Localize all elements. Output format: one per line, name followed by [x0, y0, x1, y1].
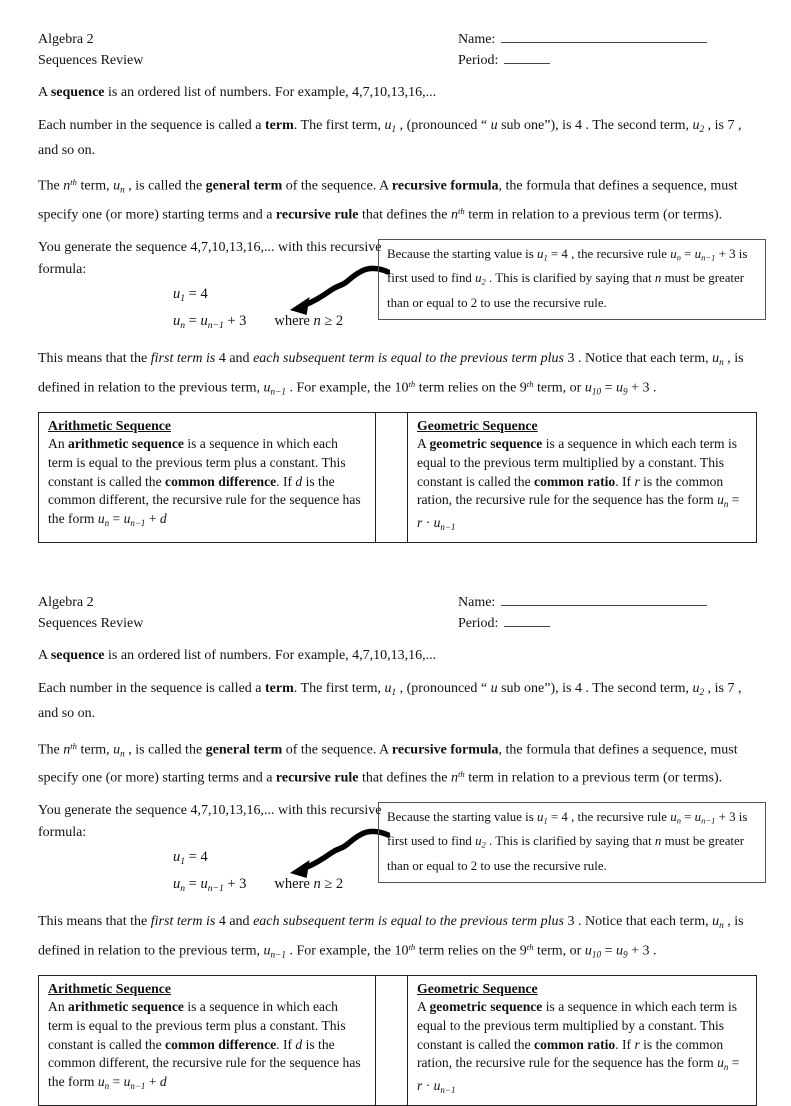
- worksheet-sheet: [38, 592, 757, 1106]
- callout-box: Because the starting value is $u_1 = 4$ , the recursive rule $u_n = u_{n-1} + 3$ is first used to find $u_2$ . This is clarified by saying that n must be greater than or equal to 2 to use the recursive rule.: [378, 802, 766, 883]
- period-blank-line: [504, 51, 550, 64]
- geometric-sequence-cell: [407, 412, 757, 543]
- period-label: Period:: [458, 616, 499, 632]
- course-subtitle: Sequences Review: [38, 53, 144, 68]
- paragraph-this-means: This means that the first term is 4 and each subsequent term is equal to the previous term plus 3 . Notice that each term, $u_n$ , is defined in relation to the previous term, $u_{n-1}$ . For example, the 10th term relies on the 9th term, or $u_{10} = u_9 + 3$ .: [38, 351, 744, 396]
- paragraph-term-definition: Each number in the sequence is called a term. The first term, $u_1$ , (pronounced “ u sub one”), is 4 . The second term, $u_2$ , is 7 , and so on.: [38, 117, 742, 158]
- table-spacer-cell: [376, 975, 407, 1106]
- arithmetic-definition: An arithmetic sequence is a sequence in which each term is equal to the previous term plus a constant. This constant is called the common difference. If d is the common different, the recursive rule for the sequence has the form $u_n = u_{n-1} + d$: [48, 999, 361, 1091]
- callout-arrow-icon: [288, 827, 390, 881]
- geometric-title: Geometric Sequence: [417, 418, 538, 434]
- arrow-shaft: [305, 831, 388, 868]
- sequence-types-table: [38, 975, 757, 1106]
- starting-term-formula: $u_1 = 4$: [173, 286, 208, 305]
- name-row: [458, 29, 707, 50]
- recursive-rule-formula: $u_n = u_{n-1} + 3$ where n ≥ 2: [173, 876, 344, 895]
- generate-sequence-text: You generate the sequence 4,7,10,13,16,... with this recursive formula:: [38, 240, 382, 277]
- arithmetic-sequence-cell: [38, 412, 376, 543]
- student-info-block: [458, 29, 707, 71]
- period-row: [458, 613, 707, 634]
- course-subtitle: Sequences Review: [38, 616, 144, 632]
- recursive-rule-formula: $u_n = u_{n-1} + 3$ where n ≥ 2: [173, 313, 344, 332]
- course-title: Algebra 2: [38, 32, 94, 47]
- generate-sequence-text: You generate the sequence 4,7,10,13,16,... with this recursive formula:: [38, 803, 382, 840]
- worksheet-sheet: [38, 29, 757, 543]
- course-title: Algebra 2: [38, 595, 94, 611]
- paragraph-general-term: The $n^{th}$ term, $u_n$ , is called the general term of the sequence. A recursive formula, the formula that defines a sequence, must specify one (or more) starting terms and a recursive rule that defines the $n^{th}$ term in relation to a previous term (or terms).: [38, 177, 738, 223]
- arithmetic-sequence-cell: [38, 975, 376, 1106]
- name-label: Name:: [458, 32, 496, 47]
- geometric-sequence-cell: [407, 975, 757, 1106]
- table-spacer-cell: [376, 412, 407, 543]
- paragraph-general-term: The $n^{th}$ term, $u_n$ , is called the general term of the sequence. A recursive formula, the formula that defines a sequence, must specify one (or more) starting terms and a recursive rule that defines the $n^{th}$ term in relation to a previous term (or terms).: [38, 740, 738, 786]
- callout-arrow-icon: [288, 264, 390, 318]
- name-row: [458, 592, 707, 613]
- period-label: Period:: [458, 53, 499, 68]
- name-blank-line: [501, 30, 707, 43]
- paragraph-term-definition: Each number in the sequence is called a term. The first term, $u_1$ , (pronounced “ u sub one”), is 4 . The second term, $u_2$ , is 7 , and so on.: [38, 680, 742, 722]
- sequence-types-table: [38, 412, 757, 543]
- paragraph-sequence-definition: A sequence is an ordered list of numbers. For example, 4,7,10,13,16,...: [38, 85, 437, 100]
- arrow-shaft: [305, 268, 388, 305]
- arithmetic-definition: An arithmetic sequence is a sequence in which each term is equal to the previous term plus a constant. This constant is called the common difference. If d is the common different, the recursive rule for the sequence has the form $u_n = u_{n-1} + d$: [48, 436, 361, 528]
- recursive-formula-section: [38, 800, 757, 900]
- geometric-title: Geometric Sequence: [417, 981, 538, 997]
- geometric-definition: A geometric sequence is a sequence in which each term is equal to the previous term multiplied by a constant. This constant is called the common ratio. If r is the common ration, the recursive rule for the sequence has the form $u_n = r \cdot u_{n-1}$: [417, 999, 740, 1095]
- arithmetic-title: Arithmetic Sequence: [48, 418, 171, 434]
- sheet-header: [38, 29, 757, 71]
- geometric-definition: A geometric sequence is a sequence in which each term is equal to the previous term multiplied by a constant. This constant is called the common ratio. If r is the common ration, the recursive rule for the sequence has the form $u_n = r \cdot u_{n-1}$: [417, 436, 740, 532]
- student-info-block: [458, 592, 707, 634]
- paragraph-sequence-definition: A sequence is an ordered list of numbers. For example, 4,7,10,13,16,...: [38, 648, 437, 664]
- recursive-formula-section: [38, 237, 757, 337]
- arrow-head: [290, 297, 310, 315]
- name-blank-line: [501, 593, 707, 606]
- arithmetic-title: Arithmetic Sequence: [48, 981, 171, 997]
- paragraph-this-means: This means that the first term is 4 and each subsequent term is equal to the previous term plus 3 . Notice that each term, $u_n$ , is defined in relation to the previous term, $u_{n-1}$ . For example, the 10th term relies on the 9th term, or $u_{10} = u_9 + 3$ .: [38, 914, 744, 959]
- period-row: [458, 50, 707, 71]
- period-blank-line: [504, 614, 550, 627]
- sheet-header: [38, 592, 757, 634]
- name-label: Name:: [458, 595, 496, 611]
- callout-box: Because the starting value is $u_1 = 4$ , the recursive rule $u_n = u_{n-1} + 3$ is first used to find $u_2$ . This is clarified by saying that n must be greater than or equal to 2 to use the recursive rule.: [378, 239, 766, 320]
- arrow-head: [290, 860, 310, 878]
- starting-term-formula: $u_1 = 4$: [173, 849, 208, 868]
